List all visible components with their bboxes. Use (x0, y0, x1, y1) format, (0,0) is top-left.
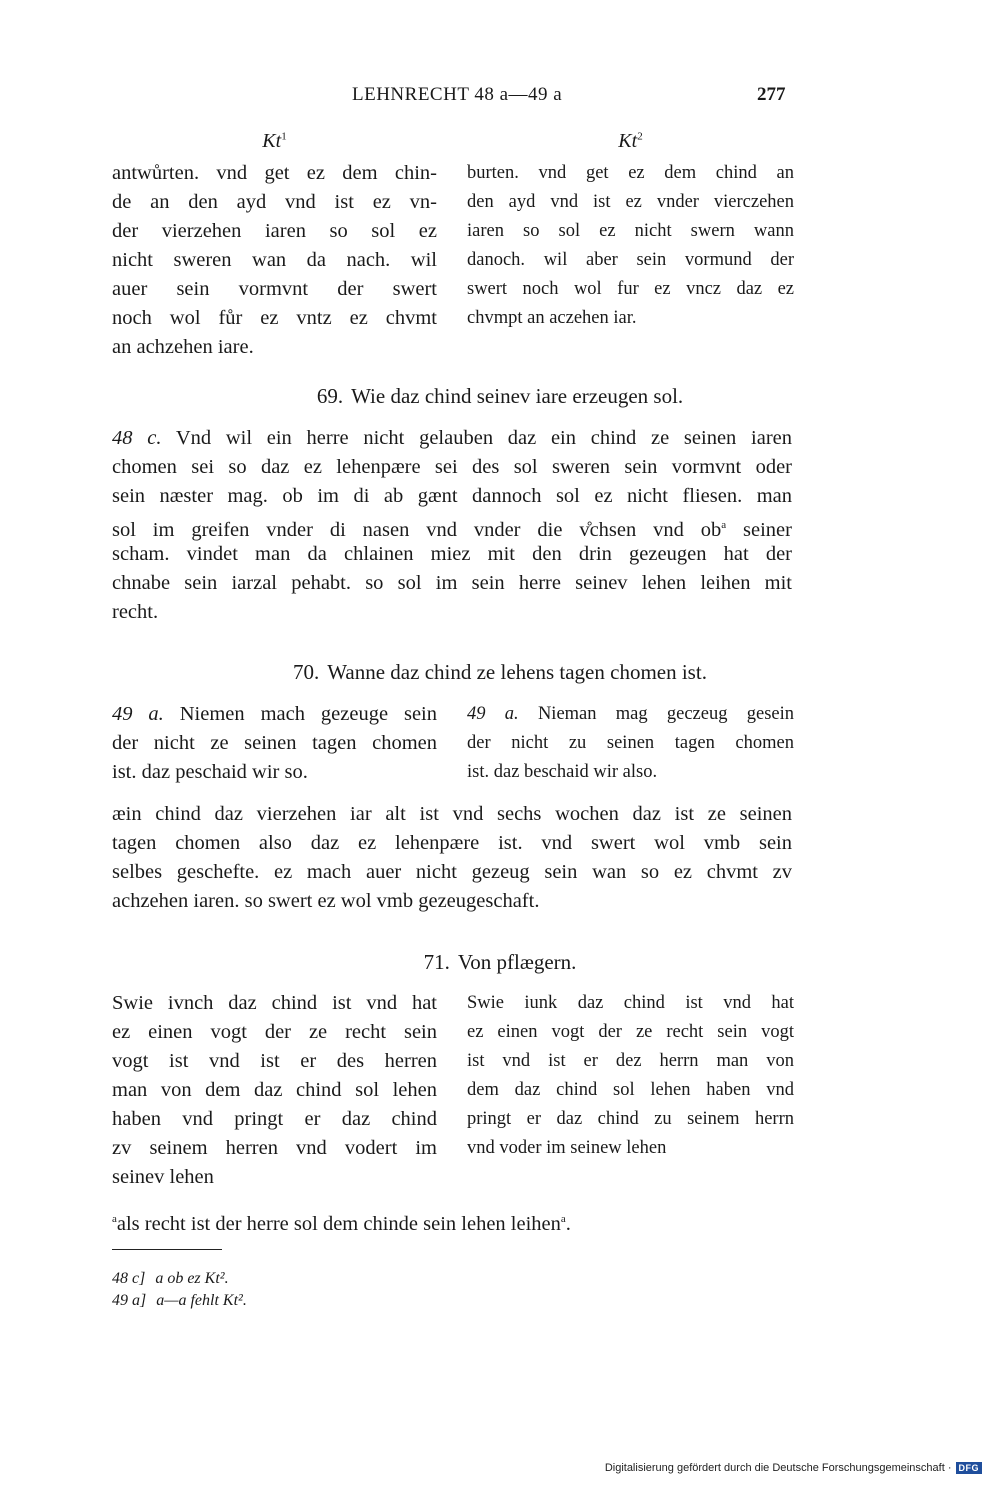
text-line: nicht sweren wan da nach. wil (112, 249, 437, 271)
footnote: 49 a] a—a fehlt Kt². (112, 1292, 247, 1309)
text-line: auer sein vormvnt der swert (112, 278, 437, 300)
top-right-column (467, 159, 794, 333)
text-line: Swie iunk daz chind ist vnd hat (467, 993, 794, 1013)
text-line: chnabe sein iarzal pehabt. so sol im sein herre seinev lehen leihen mit (112, 572, 792, 594)
text-line: antwůrten. vnd get ez dem chin- (112, 162, 437, 184)
siglum-right: Kt$^2$ (618, 130, 643, 152)
paragraph-ref: 48 c. (112, 427, 162, 449)
text-line: sein næster mag. ob im di ab gænt dannoch sol ez nicht fliesen. man (112, 485, 792, 507)
top-left-column (112, 159, 437, 362)
text-line: vnd voder im seinew lehen (467, 1138, 667, 1158)
text-line: iaren so sol ez nicht swern wann (467, 221, 794, 241)
text-line: Swie ivnch daz chind ist vnd hat (112, 992, 437, 1014)
text-line: haben vnd pringt er daz chind (112, 1108, 437, 1130)
section-71-closing (112, 1205, 792, 1234)
text-line: recht. (112, 601, 159, 623)
text-line: der vierzehen iaren so sol ez (112, 220, 437, 242)
text-line: ez einen vogt der ze recht sein vogt (467, 1022, 794, 1042)
text-line: selbes geschefte. ez mach auer nicht gezeug sein wan so ez chvmt zv (112, 861, 792, 883)
text-line: danoch. wil aber sein vormund der (467, 250, 794, 270)
text-line: æin chind daz vierzehen iar alt ist vnd sechs wochen daz ist ze seinen (112, 803, 792, 825)
text-line: $^a$als recht ist der herre sol dem chinde sein lehen leihen$^a$. (112, 1212, 571, 1235)
text-line: zv seinem herren vnd vodert im (112, 1137, 437, 1159)
text-line: ist. daz peschaid wir so. (112, 761, 308, 783)
text-line: chvmpt an aczehen iar. (467, 308, 637, 328)
text-line: chomen sei so daz ez lehenpære sei des sol sweren sein vormvnt oder (112, 456, 792, 478)
paragraph-ref: 49 a. (112, 703, 164, 725)
text-line: an achzehen iare. (112, 336, 254, 358)
section-heading-71: 71. Von pflægern. (423, 950, 577, 974)
text-line: dem daz chind sol lehen haben vnd (467, 1080, 794, 1100)
footnote: 48 c] a ob ez Kt². (112, 1270, 229, 1287)
text-line: 49 a. Niemen mach gezeuge sein (112, 703, 437, 725)
section-69-body (112, 424, 792, 627)
text-line: noch wol fůr ez vntz ez chvmt (112, 307, 437, 329)
text-line: den ayd vnd ist ez vnder vierczehen (467, 192, 794, 212)
section-70-body (112, 800, 792, 916)
footnotes (112, 1268, 247, 1312)
text-line: tagen chomen also daz ez lehenpære ist. vnd swert wol vmb sein (112, 832, 792, 854)
section-heading-69: 69. Wie daz chind seinev iare erzeugen sol. (316, 384, 684, 408)
section-71-right (467, 989, 794, 1163)
section-70-left (112, 700, 437, 787)
text-line: ist. daz beschaid wir also. (467, 762, 658, 782)
text-line: seinev lehen (112, 1166, 214, 1188)
footnote-rule (112, 1249, 222, 1250)
text-line: de an den ayd vnd ist ez vn- (112, 191, 437, 213)
credit-text: Digitalisierung gefördert durch die Deutsche Forschungsgemeinschaft · (604, 1462, 952, 1474)
text-line: man von dem daz chind sol lehen (112, 1079, 437, 1101)
text-line: scham. vindet man da chlainen miez mit den drin gezeugen hat der (112, 543, 792, 565)
page-number: 277 (757, 84, 786, 105)
text-line: ist vnd ist er dez herrn man von (467, 1051, 794, 1071)
text-line: achzehen iaren. so swert ez wol vmb gezeugeschaft. (112, 890, 540, 912)
section-70-right (467, 700, 794, 787)
text-line: pringt er daz chind zu seinem herrn (467, 1109, 794, 1129)
text-line: burten. vnd get ez dem chind an (467, 163, 794, 183)
section-71-left (112, 989, 437, 1192)
dfg-logo-icon: DFG (956, 1462, 983, 1474)
text-line: 48 c. Vnd wil ein herre nicht gelauben daz ein chind ze seinen iaren (112, 427, 792, 449)
text-line: 49 a. Nieman mag geczeug gesein (467, 704, 795, 724)
text-line: swert noch wol fur ez vncz daz ez (467, 279, 794, 299)
text-line: ez einen vogt der ze recht sein (112, 1021, 437, 1043)
text-line: sol im greifen vnder di nasen vnd vnder die v̊chsen vnd $ob^a$ seiner (112, 518, 792, 541)
page-header (0, 84, 1000, 112)
digitization-credit (605, 1462, 982, 1474)
running-title: LEHNRECHT 48 a—49 a (352, 84, 563, 105)
text-line: der nicht ze seinen tagen chomen (112, 732, 437, 754)
paragraph-ref: 49 a. (467, 704, 519, 724)
text-line: vogt ist vnd ist er des herren (112, 1050, 437, 1072)
siglum-left: Kt$^1$ (262, 130, 287, 152)
text-line: der nicht zu seinen tagen chomen (467, 733, 794, 753)
section-heading-70: 70. Wanne daz chind ze lehens tagen chomen ist. (293, 660, 707, 684)
